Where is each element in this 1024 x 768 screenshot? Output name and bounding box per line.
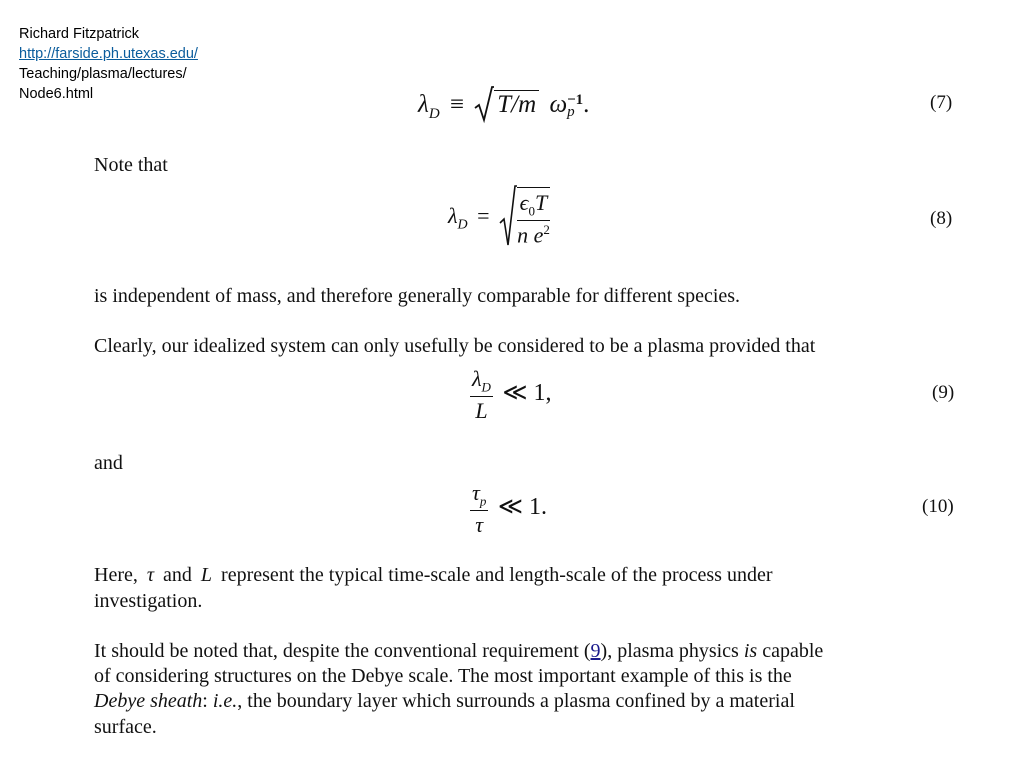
source-path-line2: Node6.html: [19, 86, 94, 102]
sqrt-sign: [499, 185, 517, 249]
symbol-L: L: [200, 564, 213, 586]
text-noted-line4: surface.: [94, 716, 157, 738]
equation-number-8: (8): [930, 208, 953, 229]
equation-8: $\lambda_D$ = $\frac{\epsilon_0T}{n e^2}$: [448, 185, 550, 249]
sqrt-sign: [474, 86, 494, 124]
text-noted-line3: Debye sheath: i.e., the boundary layer which surrounds a plasma confined by a material: [94, 690, 795, 712]
equation-number-10: (10): [922, 496, 954, 517]
text-and: and: [94, 452, 123, 474]
source-link[interactable]: http://farside.ph.utexas.edu/: [19, 46, 198, 62]
equation-reference-link[interactable]: 9: [590, 640, 601, 662]
text-here-line1: Here, τ and L represent the typical time-scale and length-scale of the process under: [94, 564, 773, 586]
text-plasma-condition: Clearly, our idealized system can only usefully be considered to be a plasma provided that: [94, 335, 816, 357]
equation-7: $\lambda_D \equiv T/m$ ω −1 p .: [418, 86, 589, 124]
author-name: Richard Fitzpatrick: [19, 26, 140, 42]
equation-number-7: (7): [930, 92, 953, 113]
text-noted-line2: of considering structures on the Debye scale. The most important example of this is the: [94, 665, 792, 687]
text-noted-line1: It should be noted that, despite the conventional requirement (9), plasma physics is capable: [94, 640, 824, 662]
source-path-line1: Teaching/plasma/lectures/: [19, 66, 187, 82]
text-note-that: Note that: [94, 154, 168, 176]
text-here-line2: investigation.: [94, 590, 203, 612]
equation-number-9: (9): [932, 382, 955, 403]
equation-9: $\frac{\lambda_D}{L}$ ≪ 1,: [472, 366, 552, 424]
symbol-tau: τ: [146, 564, 155, 586]
equation-10: $\frac{\tau_p}{\tau}$ ≪ 1.: [472, 480, 547, 538]
text-mass-independent: is independent of mass, and therefore generally comparable for different species.: [94, 285, 741, 307]
attribution: [19, 24, 198, 104]
